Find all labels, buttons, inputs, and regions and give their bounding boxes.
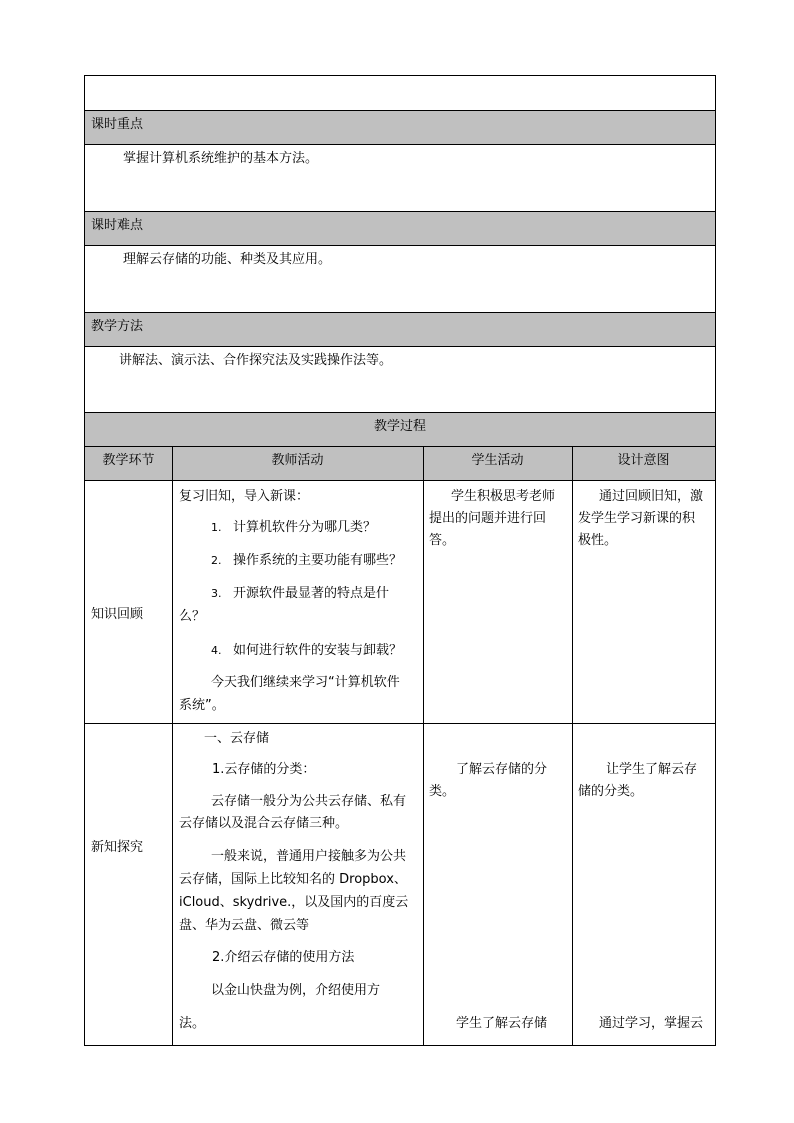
- review-question-3-cont: 么？: [179, 609, 206, 624]
- explore-text-1a: 云存储一般分为公共云存储、私有: [211, 794, 407, 809]
- col-header-stage-label: 教学环节: [102, 453, 155, 468]
- explore-student-2: 类。: [429, 784, 456, 799]
- key-point-header: [85, 110, 715, 144]
- explore-student-1: 了解云存储的分: [456, 762, 548, 777]
- process-title-row: [85, 412, 715, 446]
- lesson-plan-table: [84, 75, 716, 1046]
- key-point-body: [85, 144, 715, 211]
- question-number: 4.: [211, 644, 222, 657]
- explore-intent-2: 储的分类。: [578, 784, 644, 799]
- explore-intent-3: 通过学习，掌握云: [599, 1016, 704, 1031]
- col-header-intent-label: 设计意图: [617, 453, 670, 468]
- review-student-1: 学生积极思考老师: [451, 489, 556, 504]
- col-divider: [423, 447, 424, 480]
- explore-text-2d: 盘、华为云盘、微云等: [179, 918, 310, 933]
- col-divider: [423, 724, 424, 1045]
- explore-text-2c: iCloud、skydrive.，以及国内的百度云: [179, 895, 409, 910]
- review-intent-3: 极性。: [578, 533, 618, 548]
- review-intent-1: 通过回顾旧知，激: [599, 489, 704, 504]
- col-divider: [423, 481, 424, 723]
- question-number: 2.: [211, 554, 222, 567]
- explore-text-3a: 以金山快盘为例，介绍使用方: [211, 983, 381, 998]
- method-header-label: 教学方法: [91, 319, 144, 334]
- explore-subheading-2: 2.介绍云存储的使用方法: [212, 950, 355, 965]
- difficulty-header: [85, 211, 715, 245]
- difficulty-header-label: 课时难点: [91, 218, 144, 233]
- question-number: 1.: [211, 521, 222, 534]
- explore-text-2a: 一般来说，普通用户接触多为公共: [211, 849, 407, 864]
- col-header-teacher: [172, 447, 423, 481]
- review-question-3: [211, 584, 389, 604]
- review-teacher-intro: 复习旧知，导入新课：: [179, 489, 310, 504]
- col-divider: [172, 724, 173, 1045]
- col-header-teacher-label: 教师活动: [271, 453, 324, 468]
- review-row: [85, 480, 715, 723]
- col-divider: [172, 481, 173, 723]
- explore-intent-1: 让学生了解云存: [606, 762, 698, 777]
- explore-subheading-1: 1.云存储的分类：: [212, 762, 316, 777]
- explore-row: [85, 723, 715, 1045]
- col-header-stage: [85, 447, 172, 481]
- difficulty-text: 理解云存储的功能、种类及其应用。: [123, 252, 332, 267]
- question-number: 3.: [211, 587, 222, 600]
- question-text: 如何进行软件的安装与卸载？: [233, 643, 403, 658]
- explore-text-1b: 云存储以及混合云存储三种。: [179, 816, 349, 831]
- key-point-header-label: 课时重点: [91, 117, 144, 132]
- explore-text-2b: 云存储，国际上比较知名的 Dropbox、: [179, 872, 407, 887]
- col-divider: [572, 481, 573, 723]
- col-header-student-label: 学生活动: [471, 453, 524, 468]
- col-divider: [172, 447, 173, 480]
- difficulty-body: [85, 245, 715, 312]
- explore-student-3: 学生了解云存储: [456, 1016, 548, 1031]
- key-point-text: 掌握计算机系统维护的基本方法。: [123, 151, 319, 166]
- col-header-intent: [572, 447, 715, 481]
- question-text: 计算机软件分为哪几类？: [233, 520, 377, 535]
- review-student-2: 提出的问题并进行回: [429, 511, 547, 526]
- review-question-4: [211, 641, 402, 661]
- review-teacher-close-1: 今天我们继续来学习“计算机软件: [211, 675, 400, 690]
- method-header: [85, 312, 715, 346]
- explore-text-3b: 法。: [179, 1016, 206, 1031]
- question-text: 开源软件最显著的特点是什: [233, 586, 390, 601]
- method-body: [85, 346, 715, 412]
- col-header-student: [423, 447, 572, 481]
- review-teacher-close-2: 系统”。: [179, 698, 225, 713]
- col-divider: [572, 724, 573, 1045]
- review-student-3: 答。: [429, 533, 456, 548]
- review-question-1: [211, 518, 376, 538]
- question-text: 操作系统的主要功能有哪些？: [233, 553, 403, 568]
- explore-stage-label: 新知探究: [91, 840, 144, 855]
- col-divider: [572, 447, 573, 480]
- review-intent-2: 发学生学习新课的积: [578, 511, 696, 526]
- review-question-2: [211, 551, 402, 571]
- process-column-header-row: [85, 446, 715, 480]
- explore-heading: 一、云存储: [204, 731, 270, 746]
- method-text: 讲解法、演示法、合作探究法及实践操作法等。: [119, 353, 393, 368]
- process-title: 教学过程: [373, 419, 426, 434]
- review-stage-label: 知识回顾: [91, 607, 144, 622]
- empty-top-row: [85, 76, 715, 110]
